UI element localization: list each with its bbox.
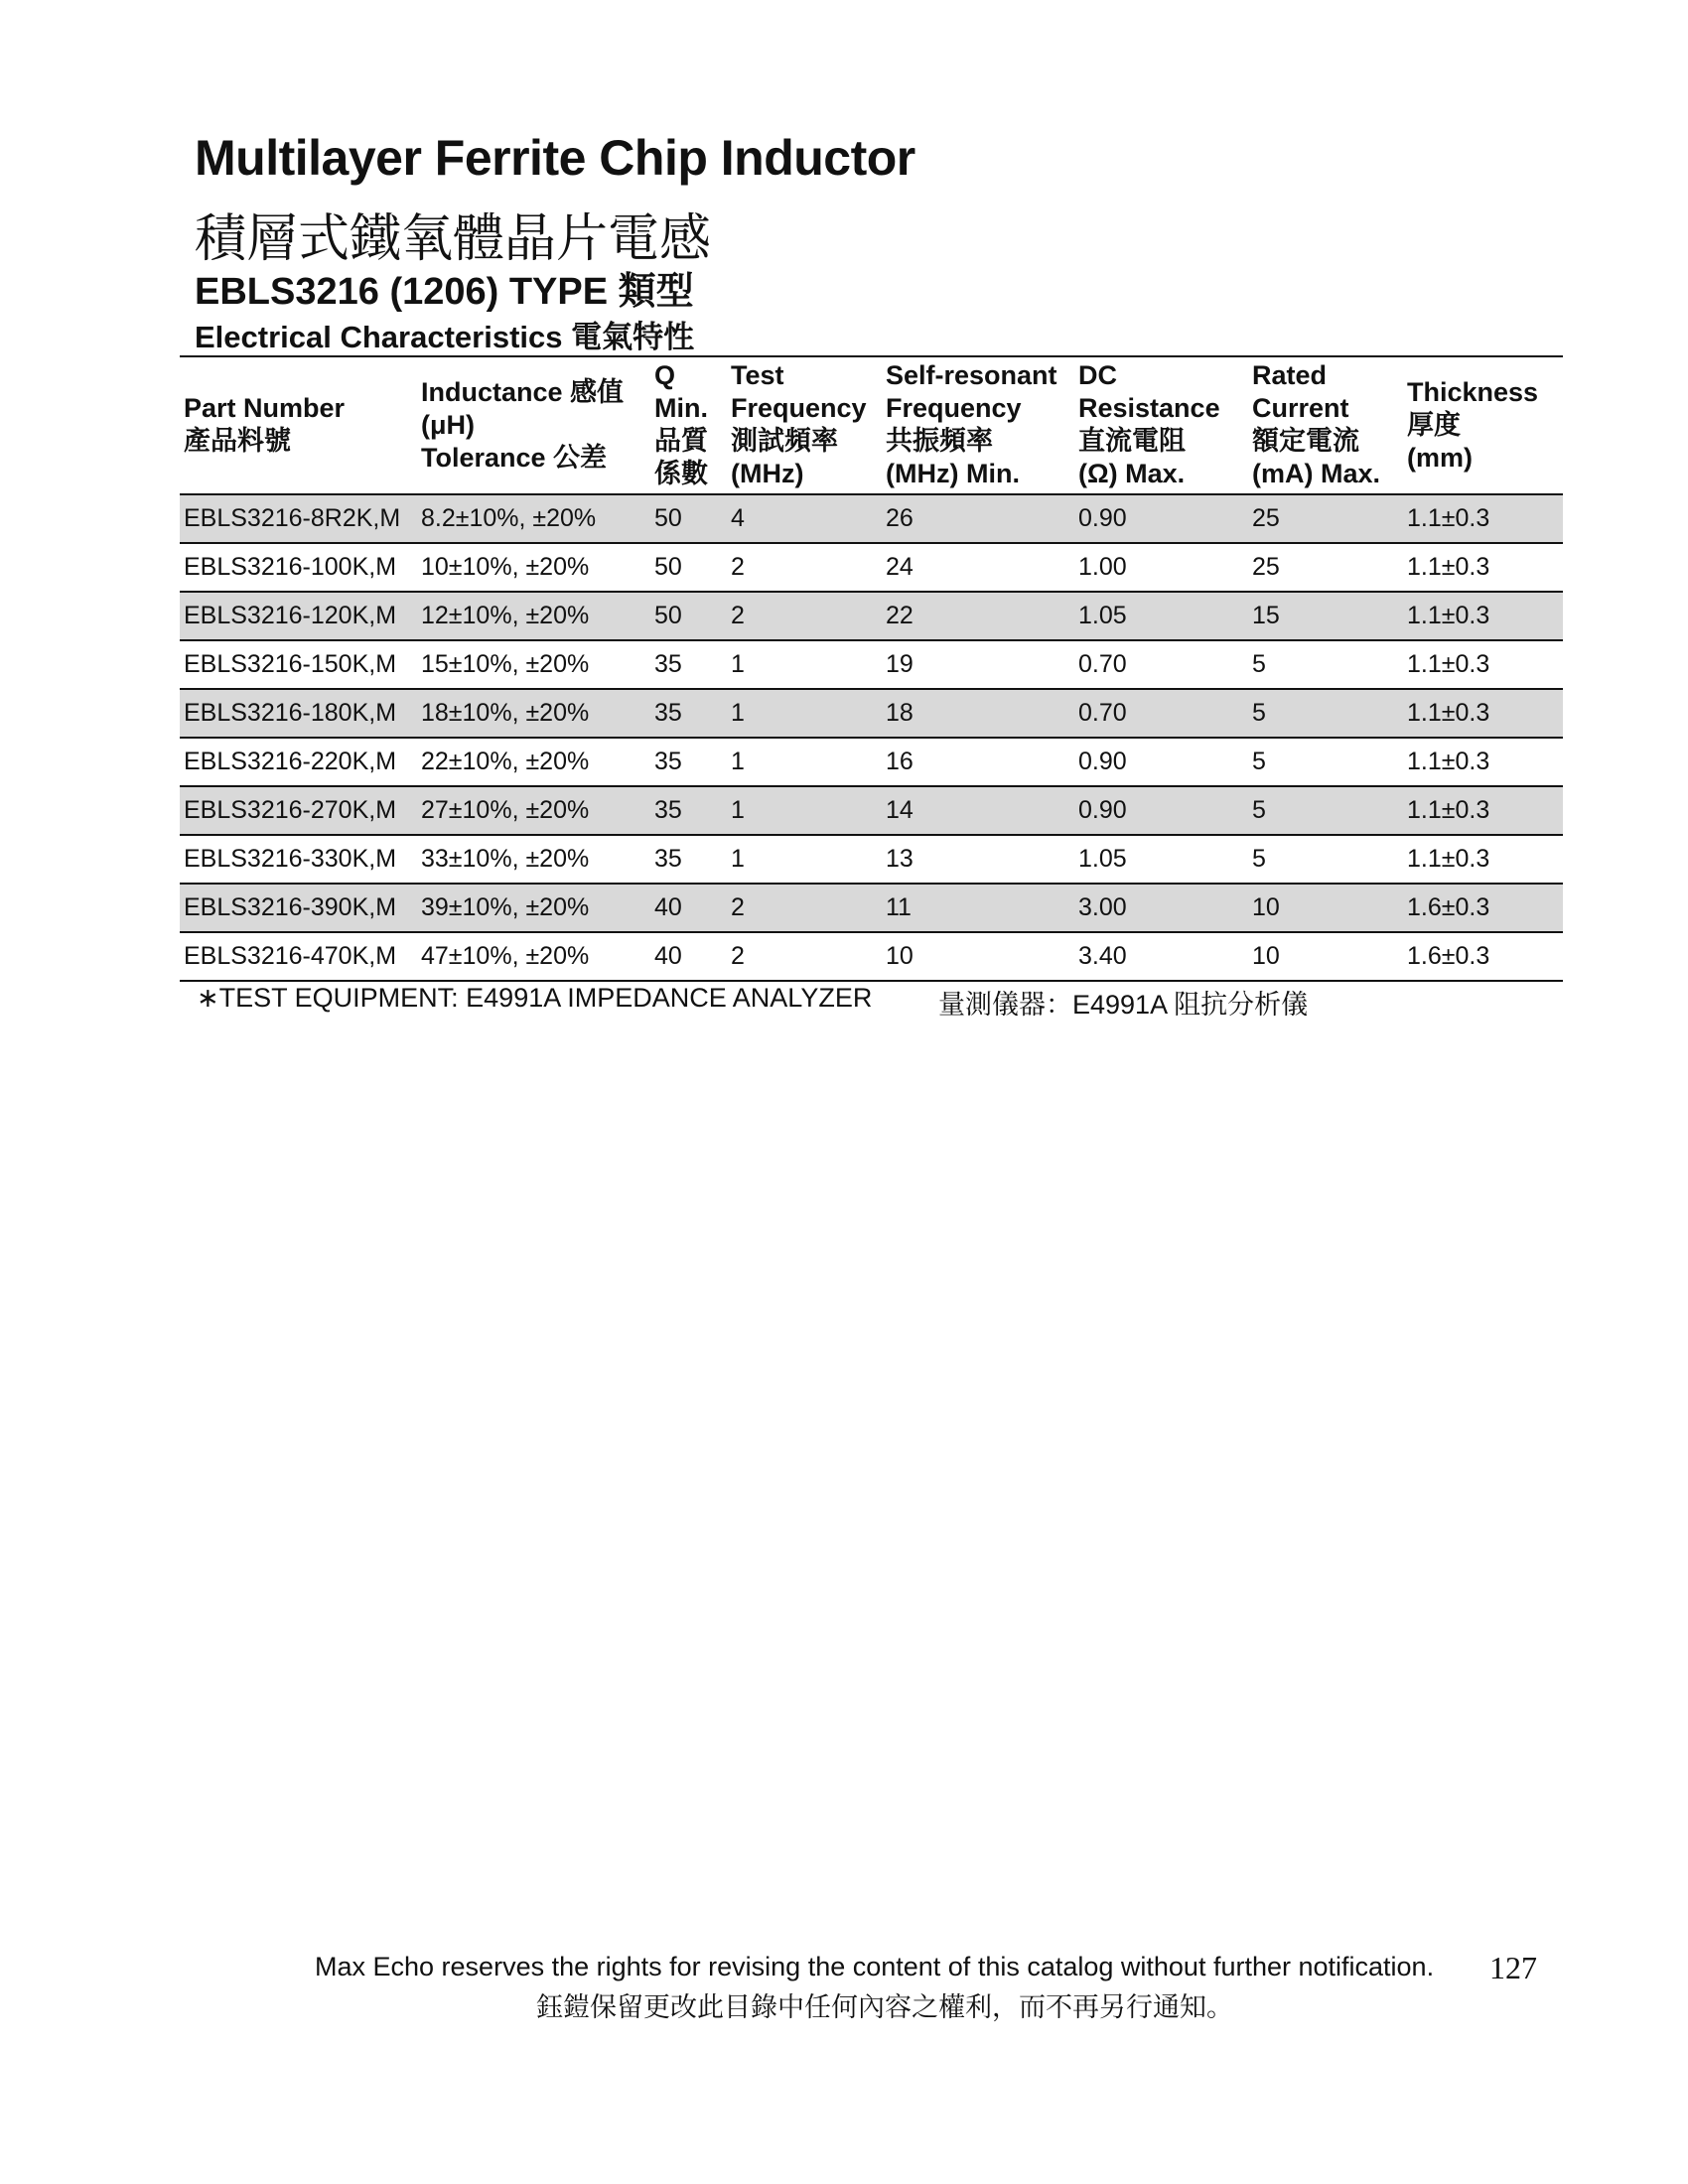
header-rated-line1: Rated	[1252, 360, 1328, 390]
cell-part-number: EBLS3216-120K,M	[180, 592, 417, 640]
header-rated-line2: Current	[1252, 393, 1349, 423]
header-thickness-line1: Thickness	[1407, 376, 1539, 407]
cell-self-resonant-frequency: 13	[882, 835, 1074, 884]
cell-self-resonant-frequency: 14	[882, 786, 1074, 835]
cell-thickness: 1.6±0.3	[1403, 932, 1563, 981]
cell-inductance: 12±10%, ±20%	[417, 592, 650, 640]
cell-test-frequency: 2	[727, 884, 882, 932]
cell-inductance: 18±10%, ±20%	[417, 689, 650, 738]
header-srf-line1: Self-resonant	[886, 360, 1057, 390]
cell-q-min: 50	[650, 543, 727, 592]
table-row	[180, 543, 1563, 592]
table-row	[180, 494, 1563, 543]
cell-rated-current: 10	[1248, 932, 1403, 981]
cell-self-resonant-frequency: 18	[882, 689, 1074, 738]
cell-thickness: 1.1±0.3	[1403, 738, 1563, 786]
cell-thickness: 1.1±0.3	[1403, 786, 1563, 835]
header-test-frequency	[727, 356, 882, 494]
table-body	[180, 494, 1563, 981]
header-q-line1: Q	[654, 360, 676, 390]
header-dc-resistance	[1074, 356, 1248, 494]
header-dcr-line2: Resistance	[1078, 393, 1220, 423]
cell-self-resonant-frequency: 16	[882, 738, 1074, 786]
table-row	[180, 884, 1563, 932]
header-rated-line3: 額定電流	[1252, 426, 1359, 456]
cell-thickness: 1.1±0.3	[1403, 640, 1563, 689]
header-srf-line2: Frequency	[886, 393, 1022, 423]
header-q-line4: 係數	[654, 459, 708, 488]
cell-inductance: 22±10%, ±20%	[417, 738, 650, 786]
table-row	[180, 738, 1563, 786]
header-test-line4: (MHz)	[731, 459, 804, 488]
header-test-line1: Test	[731, 360, 784, 390]
cell-thickness: 1.1±0.3	[1403, 494, 1563, 543]
cell-part-number: EBLS3216-220K,M	[180, 738, 417, 786]
cell-part-number: EBLS3216-270K,M	[180, 786, 417, 835]
cell-inductance: 8.2±10%, ±20%	[417, 494, 650, 543]
header-q-line2: Min.	[654, 393, 708, 423]
header-tolerance-label: Tolerance 公差	[421, 442, 608, 473]
cell-q-min: 35	[650, 786, 727, 835]
cell-self-resonant-frequency: 19	[882, 640, 1074, 689]
header-rated-line4: (mA) Max.	[1252, 459, 1381, 488]
cell-inductance: 10±10%, ±20%	[417, 543, 650, 592]
cell-rated-current: 25	[1248, 543, 1403, 592]
header-part-number-en: Part Number	[184, 393, 346, 423]
cell-dc-resistance: 0.90	[1074, 738, 1248, 786]
header-self-resonant-frequency	[882, 356, 1074, 494]
cell-test-frequency: 2	[727, 932, 882, 981]
header-dcr-line3: 直流電阻	[1078, 426, 1186, 456]
table-row	[180, 786, 1563, 835]
electrical-characteristics-table	[180, 355, 1563, 982]
cell-q-min: 35	[650, 689, 727, 738]
cell-self-resonant-frequency: 10	[882, 932, 1074, 981]
cell-test-frequency: 1	[727, 689, 882, 738]
cell-part-number: EBLS3216-470K,M	[180, 932, 417, 981]
cell-q-min: 40	[650, 884, 727, 932]
cell-thickness: 1.1±0.3	[1403, 689, 1563, 738]
header-dcr-line4: (Ω) Max.	[1078, 459, 1186, 488]
cell-dc-resistance: 0.90	[1074, 494, 1248, 543]
cell-self-resonant-frequency: 26	[882, 494, 1074, 543]
cell-test-frequency: 2	[727, 592, 882, 640]
cell-rated-current: 5	[1248, 689, 1403, 738]
cell-self-resonant-frequency: 22	[882, 592, 1074, 640]
footer-disclaimer-chinese: 鈺鎧保留更改此目錄中任何內容之權利，而不再另行通知。	[536, 1992, 1233, 2022]
header-srf-line3: 共振頻率	[886, 426, 993, 456]
page-number: 127	[1489, 1950, 1537, 1985]
cell-self-resonant-frequency: 11	[882, 884, 1074, 932]
header-inductance-label: Inductance 感值	[421, 376, 625, 407]
cell-self-resonant-frequency: 24	[882, 543, 1074, 592]
header-thickness-line2: 厚度	[1407, 409, 1461, 440]
cell-inductance: 47±10%, ±20%	[417, 932, 650, 981]
cell-q-min: 40	[650, 932, 727, 981]
cell-thickness: 1.6±0.3	[1403, 884, 1563, 932]
header-srf-line4: (MHz) Min.	[886, 459, 1020, 488]
header-test-line3: 測試頻率	[731, 426, 838, 456]
cell-part-number: EBLS3216-390K,M	[180, 884, 417, 932]
cell-dc-resistance: 3.00	[1074, 884, 1248, 932]
table-row	[180, 932, 1563, 981]
cell-rated-current: 5	[1248, 786, 1403, 835]
product-type-heading: EBLS3216 (1206) TYPE 類型	[195, 271, 694, 313]
header-test-line2: Frequency	[731, 393, 867, 423]
cell-dc-resistance: 1.05	[1074, 835, 1248, 884]
header-rated-current	[1248, 356, 1403, 494]
cell-dc-resistance: 1.00	[1074, 543, 1248, 592]
header-part-number	[180, 356, 417, 494]
cell-q-min: 50	[650, 494, 727, 543]
cell-part-number: EBLS3216-330K,M	[180, 835, 417, 884]
cell-q-min: 35	[650, 835, 727, 884]
cell-inductance: 27±10%, ±20%	[417, 786, 650, 835]
cell-part-number: EBLS3216-8R2K,M	[180, 494, 417, 543]
cell-dc-resistance: 1.05	[1074, 592, 1248, 640]
cell-part-number: EBLS3216-180K,M	[180, 689, 417, 738]
table-row	[180, 592, 1563, 640]
cell-thickness: 1.1±0.3	[1403, 592, 1563, 640]
header-dcr-line1: DC	[1078, 360, 1117, 390]
cell-inductance: 15±10%, ±20%	[417, 640, 650, 689]
header-thickness	[1403, 356, 1563, 494]
cell-rated-current: 25	[1248, 494, 1403, 543]
header-q-min	[650, 356, 727, 494]
cell-part-number: EBLS3216-150K,M	[180, 640, 417, 689]
table-row	[180, 835, 1563, 884]
cell-test-frequency: 4	[727, 494, 882, 543]
page-title-chinese: 積層式鐵氧體晶片電感	[195, 210, 712, 268]
test-equipment-note: ∗TEST EQUIPMENT: E4991A IMPEDANCE ANALYZER	[197, 983, 873, 1013]
cell-q-min: 35	[650, 738, 727, 786]
cell-test-frequency: 2	[727, 543, 882, 592]
cell-q-min: 35	[650, 640, 727, 689]
cell-dc-resistance: 3.40	[1074, 932, 1248, 981]
cell-inductance: 33±10%, ±20%	[417, 835, 650, 884]
cell-inductance: 39±10%, ±20%	[417, 884, 650, 932]
section-heading: Electrical Characteristics 電氣特性	[195, 320, 695, 354]
cell-test-frequency: 1	[727, 786, 882, 835]
header-inductance	[417, 356, 650, 494]
cell-rated-current: 10	[1248, 884, 1403, 932]
cell-dc-resistance: 0.70	[1074, 640, 1248, 689]
cell-test-frequency: 1	[727, 640, 882, 689]
cell-dc-resistance: 0.70	[1074, 689, 1248, 738]
table-row	[180, 689, 1563, 738]
cell-thickness: 1.1±0.3	[1403, 835, 1563, 884]
cell-dc-resistance: 0.90	[1074, 786, 1248, 835]
header-q-line3: 品質	[654, 426, 708, 456]
header-thickness-line3: (mm)	[1407, 442, 1473, 473]
cell-test-frequency: 1	[727, 738, 882, 786]
page-title: Multilayer Ferrite Chip Inductor	[195, 130, 915, 186]
table-header-row	[180, 356, 1563, 494]
cell-q-min: 50	[650, 592, 727, 640]
cell-test-frequency: 1	[727, 835, 882, 884]
header-part-number-zh: 產品料號	[184, 426, 291, 456]
cell-rated-current: 5	[1248, 640, 1403, 689]
cell-part-number: EBLS3216-100K,M	[180, 543, 417, 592]
header-inductance-unit: (μH)	[421, 409, 475, 440]
cell-rated-current: 5	[1248, 835, 1403, 884]
cell-rated-current: 15	[1248, 592, 1403, 640]
test-equipment-note-chinese: 量測儀器：E4991A 阻抗分析儀	[938, 990, 1309, 1020]
cell-rated-current: 5	[1248, 738, 1403, 786]
footer-disclaimer: Max Echo reserves the rights for revising the content of this catalog without further notification.	[315, 1952, 1435, 1981]
cell-thickness: 1.1±0.3	[1403, 543, 1563, 592]
table-row	[180, 640, 1563, 689]
